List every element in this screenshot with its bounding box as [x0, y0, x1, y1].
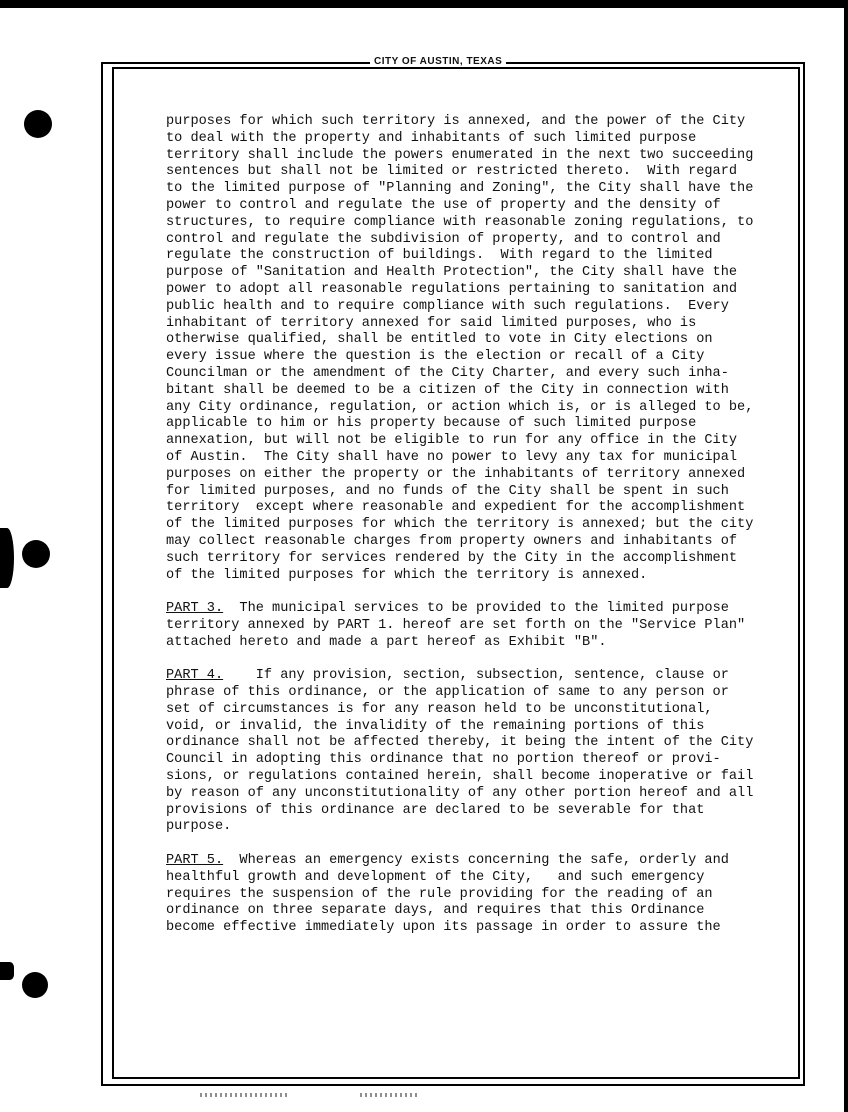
text-line: Council in adopting this ordinance that no portion thereof or provi- [166, 752, 721, 768]
paragraph-part-3 [166, 601, 776, 651]
text-line: void, or invalid, the invalidity of the remaining portions of this [166, 718, 705, 734]
text-line: control and regulate the subdivision of property, and to control and [166, 231, 721, 247]
paragraph-first-line [166, 853, 776, 870]
line-text: If any provision, section, subsection, sentence, clause or [223, 668, 729, 684]
text-line: requires the suspension of the rule providing for the reading of an [166, 886, 713, 902]
text-line: territory annexed by PART 1. hereof are set forth on the "Service Plan" [166, 617, 746, 633]
text-line: phrase of this ordinance, or the application of same to any person or [166, 685, 729, 701]
text-line: regulate the construction of buildings. With regard to the limited [166, 248, 713, 264]
text-line: power to control and regulate the use of property and the density of [166, 197, 721, 213]
text-line: of Austin. The City shall have no power to levy any tax for municipal [166, 449, 738, 465]
part-label: PART 5. [166, 853, 224, 869]
scan-noise [200, 1093, 290, 1097]
text-line: Councilman or the amendment of the City Charter, and every such inha- [166, 365, 729, 381]
text-line: healthful growth and development of the City, and such emergency [166, 869, 705, 885]
text-line: ordinance on three separate days, and requires that this Ordinance [166, 903, 705, 919]
paragraph-first-line [166, 601, 776, 618]
text-line: set of circumstances is for any reason held to be unconstitutional, [166, 701, 713, 717]
text-line: territory shall include the powers enumerated in the next two succeeding [166, 147, 754, 163]
text-line: every issue where the question is the election or recall of a City [166, 349, 705, 365]
paragraph-first-line [166, 668, 776, 685]
text-line: of the limited purposes for which the territory is annexed; but the city [166, 517, 754, 533]
binder-clip-mark [0, 528, 14, 588]
scan-noise [360, 1093, 420, 1097]
punch-hole-bottom [22, 972, 48, 998]
text-line: become effective immediately upon its passage in order to assure the [166, 920, 721, 936]
text-line: to the limited purpose of "Planning and Zoning", the City shall have the [166, 181, 754, 197]
text-line: otherwise qualified, shall be entitled to vote in City elections on [166, 332, 713, 348]
text-line: purposes for which such territory is annexed, and the power of the City [166, 114, 746, 129]
part-label: PART 4. [166, 668, 224, 684]
text-line: by reason of any unconstitutionality of any other portion hereof and all [166, 785, 754, 801]
scan-edge-right [844, 0, 848, 1112]
text-line: purposes on either the property or the inhabitants of territory annexed [166, 466, 746, 482]
line-text: The municipal services to be provided to the limited purpose [223, 601, 729, 617]
text-line: such territory for services rendered by the City in the accomplishment [166, 550, 738, 566]
punch-hole-top [24, 110, 52, 138]
text-line: provisions of this ordinance are declared to be severable for that [166, 802, 705, 818]
text-line: territory except where reasonable and expedient for the accomplishment [166, 500, 746, 516]
paragraph-continuation [166, 114, 776, 584]
text-line: bitant shall be deemed to be a citizen of the City in connection with [166, 382, 729, 398]
text-line: ordinance shall not be affected thereby, it being the intent of the City [166, 735, 754, 751]
text-line: purpose. [166, 819, 232, 835]
document-body [166, 114, 776, 954]
text-line: annexation, but will not be eligible to run for any office in the City [166, 433, 738, 449]
paragraph-part-5 [166, 853, 776, 937]
text-line: applicable to him or his property because of such limited purpose [166, 416, 697, 432]
text-line: structures, to require compliance with reasonable zoning regulations, to [166, 214, 754, 230]
part-label: PART 3. [166, 601, 224, 617]
text-line: for limited purposes, and no funds of the City shall be spent in such [166, 483, 729, 499]
text-line: may collect reasonable charges from property owners and inhabitants of [166, 533, 738, 549]
paragraph-part-4 [166, 668, 776, 836]
text-line: sions, or regulations contained herein, shall become inoperative or fail [166, 769, 754, 785]
text-line: attached hereto and made a part hereof as Exhibit "B". [166, 634, 607, 650]
text-line: power to adopt all reasonable regulations pertaining to sanitation and [166, 281, 738, 297]
document-header: CITY OF AUSTIN, TEXAS [370, 56, 506, 67]
punch-hole-middle [22, 540, 50, 568]
text-line: purpose of "Sanitation and Health Protection", the City shall have the [166, 265, 738, 281]
text-line: sentences but shall not be limited or restricted thereto. With regard [166, 164, 738, 180]
text-line: to deal with the property and inhabitants of such limited purpose [166, 130, 697, 146]
line-text: Whereas an emergency exists concerning the safe, orderly and [223, 853, 729, 869]
text-line: inhabitant of territory annexed for said limited purposes, who is [166, 315, 697, 331]
text-line: any City ordinance, regulation, or action which is, or is alleged to be, [166, 399, 754, 415]
text-line: public health and to require compliance with such regulations. Every [166, 298, 729, 314]
scan-edge-top [0, 0, 848, 8]
text-line: of the limited purposes for which the territory is annexed. [166, 567, 648, 583]
binder-clip-mark-lower [0, 962, 14, 980]
